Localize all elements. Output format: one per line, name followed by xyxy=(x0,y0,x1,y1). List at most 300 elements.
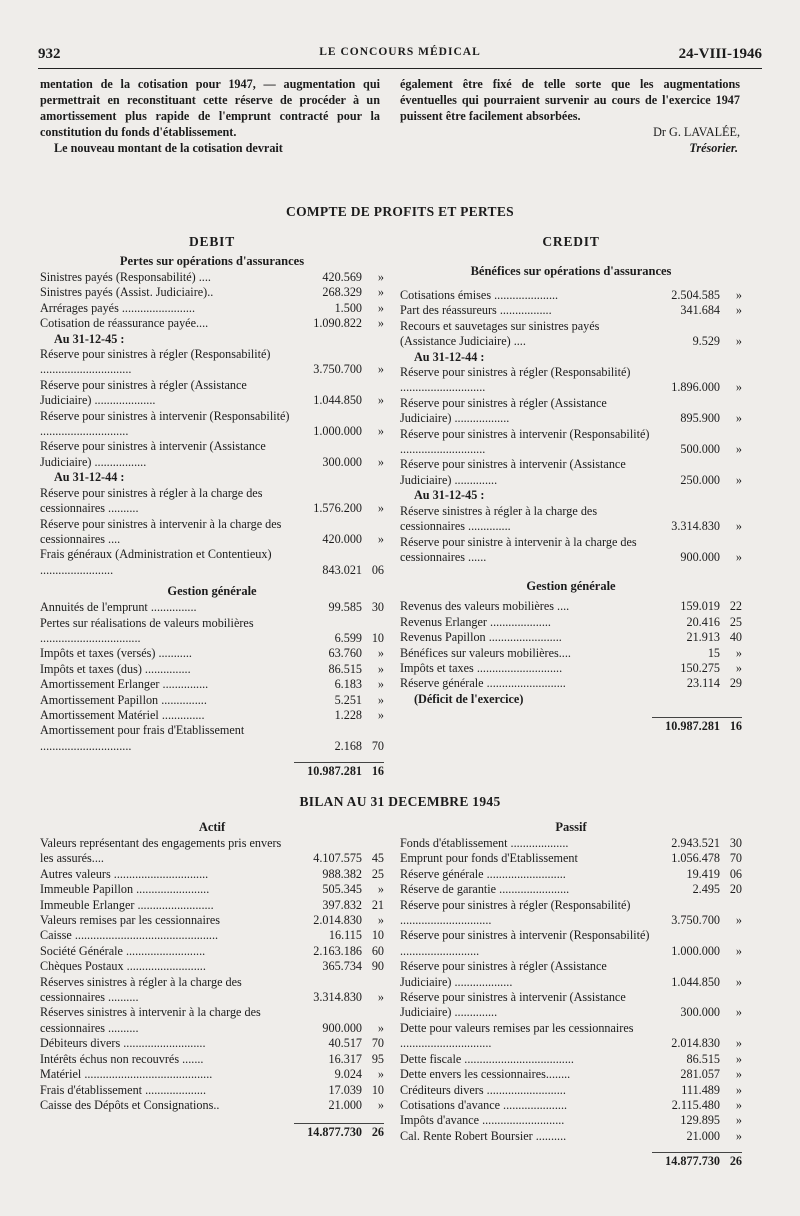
ledger-amount: 397.832 xyxy=(322,897,362,912)
ledger-row xyxy=(400,488,742,503)
ledger-amount: 21.000 xyxy=(328,1097,362,1112)
ledger-amount: 1.056.478 xyxy=(671,851,720,866)
actif-column xyxy=(40,818,384,1140)
ledger-label: Emprunt pour fonds d'Etablissement xyxy=(400,851,578,866)
ledger-row xyxy=(40,913,384,928)
ledger-cents: 70 xyxy=(371,738,384,753)
ledger-cents: » xyxy=(377,424,384,439)
ledger-amount: 16.115 xyxy=(328,928,362,943)
profit-loss-title: COMPTE DE PROFITS ET PERTES xyxy=(286,204,514,219)
ledger-cents: » xyxy=(377,531,384,546)
ledger-cents: » xyxy=(735,1113,742,1128)
ledger-amount: 1.228 xyxy=(334,707,362,722)
ledger-amount: 150.275 xyxy=(680,660,720,675)
ledger-cents: » xyxy=(735,288,742,302)
ledger-amount: 3.750.700 xyxy=(313,362,362,377)
ledger-label: Réserve générale .......................... xyxy=(400,866,566,881)
ledger-amount: 300.000 xyxy=(680,1005,720,1020)
actif-total: 14.877.730 26 xyxy=(307,1125,384,1140)
ledger-amount: 1.000.000 xyxy=(313,424,362,439)
ledger-amount: 2.014.830 xyxy=(671,1036,720,1051)
ledger-amount: 6.599 xyxy=(334,630,362,645)
ledger-cents: » xyxy=(377,661,384,676)
ledger-cents: » xyxy=(377,501,384,516)
ledger-label: Valeurs remises par les cessionnaires xyxy=(40,913,221,928)
ledger-row xyxy=(400,1098,742,1113)
ledger-amount: 843.021 xyxy=(322,562,362,577)
ledger-label: Réserve pour sinistres à régler (Assistance Judiciaire) .................. xyxy=(400,395,607,426)
ledger-amount: 365.734 xyxy=(322,959,362,974)
ledger-label: Débiteurs divers ........................... xyxy=(40,1036,206,1051)
ledger-cents: » xyxy=(377,913,384,928)
actif-heading: Actif xyxy=(198,820,226,834)
debit-rows xyxy=(40,270,384,578)
ledger-cents: » xyxy=(377,270,384,284)
ledger-cents: » xyxy=(735,472,742,487)
ledger-row xyxy=(40,944,384,959)
ledger-cents: 30 xyxy=(371,600,384,615)
ledger-row xyxy=(40,898,384,913)
ledger-row xyxy=(40,332,384,347)
ledger-amount: 900.000 xyxy=(322,1020,362,1035)
ledger-cents: » xyxy=(735,303,742,318)
signature-role: Trésorier. xyxy=(689,141,738,155)
credit-total: 10.987.281 16 xyxy=(665,719,742,734)
ledger-row xyxy=(40,439,384,470)
ledger-row xyxy=(400,692,742,707)
signature: Dr G. LAVALÉE, xyxy=(653,125,740,139)
ledger-row xyxy=(400,990,742,1021)
ledger-row xyxy=(40,270,384,285)
ledger-cents: » xyxy=(735,660,742,675)
ledger-cents: » xyxy=(735,1036,742,1051)
ledger-label: Au 31-12-45 : xyxy=(414,488,485,503)
page-number: 932 xyxy=(38,46,61,62)
ledger-amount: 20.416 xyxy=(686,614,720,629)
ledger-amount: 895.900 xyxy=(680,411,720,426)
ledger-row xyxy=(400,1129,742,1144)
ledger-row xyxy=(40,486,384,517)
ledger-label: Réserve pour sinistres à régler (Assistance Judiciaire) .................... xyxy=(40,377,247,408)
ledger-row xyxy=(40,882,384,897)
ledger-amount: 420.569 xyxy=(322,270,362,284)
ledger-row xyxy=(400,350,742,365)
ledger-amount: 1.500 xyxy=(334,300,362,315)
ledger-row xyxy=(400,504,742,535)
ledger-amount: 159.019 xyxy=(680,599,720,614)
credit-column xyxy=(400,234,742,734)
ledger-amount: 250.000 xyxy=(680,472,720,487)
ledger-row xyxy=(40,1083,384,1098)
ledger-label: Frais d'établissement .................... xyxy=(40,1082,207,1097)
ledger-row xyxy=(40,677,384,692)
ledger-label: Impôts et taxes (versés) ........... xyxy=(40,646,192,661)
ledger-amount: 111.489 xyxy=(681,1082,720,1097)
ledger-amount: 63.760 xyxy=(328,646,362,661)
ledger-label: Réserve pour sinistres à régler à la charge des cessionnaires .......... xyxy=(40,485,263,516)
ledger-label: Recours et sauvetages sur sinistres payés (Assistance Judiciaire) .... xyxy=(400,318,600,349)
ledger-amount: 9.529 xyxy=(692,334,720,349)
issue-date: 24-VIII-1946 xyxy=(678,46,762,62)
ledger-label: Réserve pour sinistres à régler (Assistance Judiciaire) ................... xyxy=(400,959,607,989)
ledger-cents: » xyxy=(735,1067,742,1082)
ledger-label: Sinistres payés (Responsabilité) .... xyxy=(40,270,211,284)
ledger-label: Réserve pour sinistres à régler (Responsabilité) ............................ xyxy=(400,365,631,395)
ledger-label: Réserve pour sinistres à intervenir (Responsabilité) ............................ xyxy=(400,426,650,457)
ledger-label: Réserve pour sinistres à régler (Responsabilité) .............................. xyxy=(40,347,271,377)
ledger-amount: 420.000 xyxy=(322,531,362,546)
intro-paragraph: Le nouveau montant de la cotisation devrait xyxy=(54,141,283,155)
ledger-cents: » xyxy=(377,393,384,408)
ledger-amount: 341.684 xyxy=(680,303,720,318)
ledger-cents: » xyxy=(377,1097,384,1112)
ledger-row xyxy=(40,301,384,316)
ledger-row xyxy=(400,661,742,676)
ledger-label: Impôts d'avance ........................... xyxy=(400,1113,565,1128)
ledger-label: Créditeurs divers .......................... xyxy=(400,1082,566,1097)
ledger-amount: 16.317 xyxy=(328,1051,362,1066)
ledger-label: Amortissement pour frais d'Etablissement .............................. xyxy=(40,723,245,753)
ledger-label: Réserve pour sinistres à intervenir à la charge des cessionnaires .... xyxy=(40,516,282,546)
ledger-amount: 1.896.000 xyxy=(671,380,720,395)
ledger-cents: » xyxy=(735,913,742,928)
ledger-row xyxy=(40,959,384,974)
ledger-row xyxy=(40,600,384,615)
ledger-cents: » xyxy=(735,1005,742,1020)
ledger-amount: 19.419 xyxy=(686,866,720,881)
debit-total: 10.987.281 16 xyxy=(307,764,384,779)
ledger-row xyxy=(400,457,742,488)
ledger-amount: 1.576.200 xyxy=(313,501,362,516)
ledger-amount: 4.107.575 xyxy=(313,851,362,866)
ledger-label: Arrérages payés ........................ xyxy=(40,300,196,315)
ledger-row xyxy=(400,928,742,959)
debit-subheading: Gestion générale xyxy=(167,584,257,599)
ledger-row xyxy=(40,1052,384,1067)
ledger-row xyxy=(400,1067,742,1082)
ledger-cents: » xyxy=(377,677,384,692)
credit-subheading: Bénéfices sur opérations d'assurances xyxy=(470,264,672,278)
ledger-cents: 10 xyxy=(371,630,384,645)
ledger-cents: » xyxy=(377,707,384,722)
ledger-cents: » xyxy=(377,646,384,661)
ledger-amount: 2.168 xyxy=(334,738,362,753)
ledger-amount: 9.024 xyxy=(334,1067,362,1082)
ledger-label: Immeuble Papillon ........................ xyxy=(40,882,210,897)
ledger-row xyxy=(40,1036,384,1051)
ledger-amount: 1.044.850 xyxy=(313,393,362,408)
ledger-cents: 20 xyxy=(729,882,742,897)
credit-subheading: Gestion générale xyxy=(526,579,616,594)
ledger-cents: 10 xyxy=(371,1082,384,1097)
ledger-amount: 21.000 xyxy=(686,1128,720,1143)
ledger-cents: 22 xyxy=(729,599,742,614)
ledger-row xyxy=(40,470,384,485)
ledger-cents: » xyxy=(377,362,384,377)
ledger-cents: » xyxy=(735,1051,742,1066)
ledger-label: Caisse des Dépôts et Consignations.. xyxy=(40,1097,220,1112)
ledger-cents: 70 xyxy=(729,851,742,866)
ledger-cents: » xyxy=(735,645,742,660)
passif-heading: Passif xyxy=(555,820,587,834)
ledger-row xyxy=(400,535,742,566)
ledger-cents: 21 xyxy=(371,897,384,912)
ledger-row xyxy=(400,288,742,303)
ledger-label: Réserve pour sinistres à régler (Responsabilité) .............................. xyxy=(400,897,631,928)
ledger-amount: 300.000 xyxy=(322,454,362,469)
ledger-row xyxy=(40,975,384,1006)
ledger-label: Sinistres payés (Assist. Judiciaire).. xyxy=(40,285,214,300)
ledger-row xyxy=(400,867,742,882)
ledger-row xyxy=(400,599,742,614)
ledger-cents: » xyxy=(735,943,742,958)
ledger-amount: 900.000 xyxy=(680,549,720,564)
ledger-label: Dette pour valeurs remises par les cessionnaires .............................. xyxy=(400,1020,634,1051)
ledger-cents: 90 xyxy=(371,959,384,974)
ledger-label: Réserve pour sinistre à intervenir à la charge des cessionnaires ...... xyxy=(400,534,637,564)
ledger-cents: 30 xyxy=(729,836,742,850)
ledger-row xyxy=(400,365,742,396)
ledger-cents: » xyxy=(377,1020,384,1035)
intro-left-column xyxy=(40,76,380,156)
ledger-row xyxy=(40,347,384,378)
ledger-row xyxy=(400,1021,742,1052)
ledger-cents: 29 xyxy=(729,676,742,691)
ledger-row xyxy=(40,409,384,440)
ledger-label: Réserve pour sinistres à intervenir (Assistance Judiciaire) .............. xyxy=(400,990,626,1020)
ledger-label: Amortissement Matériel .............. xyxy=(40,707,205,722)
credit-rows xyxy=(400,288,742,565)
ledger-cents: 60 xyxy=(371,943,384,958)
ledger-cents: 45 xyxy=(371,851,384,866)
ledger-amount: 86.515 xyxy=(328,661,362,676)
ledger-row xyxy=(40,378,384,409)
ledger-amount: 40.517 xyxy=(328,1036,362,1051)
ledger-cents: » xyxy=(735,1128,742,1143)
ledger-row xyxy=(400,882,742,897)
debit-column xyxy=(40,234,384,779)
page-header xyxy=(38,46,762,69)
ledger-cents: 95 xyxy=(371,1051,384,1066)
ledger-row xyxy=(400,396,742,427)
ledger-amount: 15 xyxy=(707,645,720,660)
ledger-label: Réserve pour sinistres à intervenir (Assistance Judiciaire) ................. xyxy=(40,439,266,469)
intro-right-column xyxy=(400,76,740,156)
ledger-cents: » xyxy=(735,442,742,457)
ledger-cents: » xyxy=(377,692,384,707)
ledger-label: Matériel .......................................... xyxy=(40,1067,213,1082)
ledger-cents: » xyxy=(735,1082,742,1097)
ledger-cents: » xyxy=(377,316,384,331)
passif-column xyxy=(400,818,742,1169)
ledger-label: Intérêts échus non recouvrés ....... xyxy=(40,1051,204,1066)
ledger-label: Amortissement Erlanger ............... xyxy=(40,677,209,692)
ledger-cents: 10 xyxy=(371,928,384,943)
ledger-amount: 281.057 xyxy=(680,1067,720,1082)
ledger-label: Cotisations d'avance ..................... xyxy=(400,1097,568,1112)
ledger-label: Pertes sur réalisations de valeurs mobilières ................................. xyxy=(40,615,254,645)
ledger-label: Réserve pour sinistres à intervenir (Responsabilité) ............................. xyxy=(40,408,290,439)
ledger-row xyxy=(400,427,742,458)
ledger-row xyxy=(40,867,384,882)
ledger-label: Dette envers les cessionnaires........ xyxy=(400,1067,571,1082)
ledger-amount: 505.345 xyxy=(322,882,362,897)
ledger-label: Cotisations émises ..................... xyxy=(400,288,559,302)
ledger-label: Valeurs représentant des engagements pris envers les assurés.... xyxy=(40,836,282,866)
credit-heading: CREDIT xyxy=(542,234,600,249)
ledger-cents: » xyxy=(735,519,742,534)
ledger-cents: » xyxy=(735,1097,742,1112)
ledger-cents: » xyxy=(735,549,742,564)
journal-title: LE CONCOURS MÉDICAL xyxy=(319,46,481,58)
ledger-row xyxy=(40,708,384,723)
ledger-cents: » xyxy=(377,454,384,469)
ledger-label: Réserve pour sinistres à intervenir (Responsabilité) .......................... xyxy=(400,928,650,958)
ledger-row xyxy=(40,662,384,677)
passif-total: 14.877.730 26 xyxy=(665,1154,742,1169)
ledger-amount: 2.943.521 xyxy=(671,836,720,850)
ledger-label: (Déficit de l'exercice) xyxy=(414,691,524,706)
ledger-cents: 25 xyxy=(729,614,742,629)
ledger-amount: 21.913 xyxy=(686,630,720,645)
ledger-row xyxy=(40,616,384,647)
intro-paragraph: également être fixé de telle sorte que les augmentations éventuelles qui pourraient survenir au cours de l'exercice 1947 puissent être facilement absorbées. xyxy=(400,77,740,123)
debit-heading: DEBIT xyxy=(188,234,236,249)
ledger-label: Au 31-12-44 : xyxy=(54,470,125,485)
ledger-amount: 17.039 xyxy=(328,1082,362,1097)
ledger-label: Caisse ............................................... xyxy=(40,928,219,943)
ledger-label: Réserves sinistres à intervenir à la charge des cessionnaires .......... xyxy=(40,1005,261,1035)
ledger-cents: » xyxy=(377,285,384,300)
ledger-label: Revenus Papillon ........................ xyxy=(400,630,562,645)
actif-rows xyxy=(40,836,384,1113)
ledger-label: Réserve sinistres à régler à la charge des cessionnaires .............. xyxy=(400,503,598,534)
ledger-cents: » xyxy=(377,882,384,897)
ledger-label: Revenus des valeurs mobilières .... xyxy=(400,599,570,614)
ledger-label: Fonds d'établissement ................... xyxy=(400,836,569,850)
ledger-amount: 2.115.480 xyxy=(671,1097,720,1112)
ledger-amount: 23.114 xyxy=(686,676,720,691)
ledger-amount: 2.495 xyxy=(692,882,720,897)
balance-sheet-title: BILAN AU 31 DECEMBRE 1945 xyxy=(299,794,501,809)
ledger-label: Part des réassureurs ................. xyxy=(400,303,552,318)
ledger-cents: 06 xyxy=(371,562,384,577)
intro-paragraph: mentation de la cotisation pour 1947, — augmentation qui permettrait en reconstituant cette réserve de procéder à un amortissement plus rapide de l'emprunt contracté pour la constitution du fonds d'établissement. xyxy=(40,77,380,139)
ledger-row xyxy=(400,630,742,645)
ledger-cents: » xyxy=(735,380,742,395)
ledger-row xyxy=(400,303,742,318)
ledger-row xyxy=(400,1113,742,1128)
ledger-cents: 70 xyxy=(371,1036,384,1051)
ledger-cents: » xyxy=(735,334,742,349)
ledger-row xyxy=(40,693,384,708)
ledger-amount: 86.515 xyxy=(686,1051,720,1066)
ledger-cents: 40 xyxy=(729,630,742,645)
ledger-row xyxy=(400,1083,742,1098)
ledger-row xyxy=(40,285,384,300)
ledger-row xyxy=(40,316,384,331)
ledger-row xyxy=(400,851,742,866)
ledger-amount: 1.000.000 xyxy=(671,943,720,958)
ledger-row xyxy=(400,615,742,630)
ledger-row xyxy=(40,928,384,943)
ledger-row xyxy=(40,1005,384,1036)
ledger-row xyxy=(40,646,384,661)
ledger-cents: » xyxy=(735,974,742,989)
ledger-label: Impôts et taxes (dus) ............... xyxy=(40,661,191,676)
credit-rows xyxy=(400,599,742,707)
ledger-amount: 2.504.585 xyxy=(671,288,720,302)
ledger-label: Chèques Postaux .......................... xyxy=(40,959,206,974)
ledger-amount: 1.044.850 xyxy=(671,974,720,989)
ledger-label: Frais généraux (Administration et Contentieux) ........................ xyxy=(40,547,272,577)
ledger-label: Réserve générale .......................... xyxy=(400,676,566,691)
ledger-row xyxy=(40,723,384,754)
ledger-amount: 5.251 xyxy=(334,692,362,707)
ledger-amount: 500.000 xyxy=(680,442,720,457)
ledger-label: Dette fiscale .................................... xyxy=(400,1051,574,1066)
ledger-label: Amortissement Papillon ............... xyxy=(40,692,207,707)
ledger-amount: 1.090.822 xyxy=(313,316,362,331)
ledger-row xyxy=(400,1052,742,1067)
ledger-cents: » xyxy=(377,300,384,315)
ledger-amount: 2.014.830 xyxy=(313,913,362,928)
ledger-cents: 25 xyxy=(371,866,384,881)
ledger-label: Cotisation de réassurance payée.... xyxy=(40,316,209,331)
ledger-row xyxy=(400,959,742,990)
ledger-cents: 06 xyxy=(729,866,742,881)
ledger-amount: 268.329 xyxy=(322,285,362,300)
ledger-row xyxy=(400,898,742,929)
ledger-label: Réserve de garantie ....................... xyxy=(400,882,570,897)
ledger-amount: 3.750.700 xyxy=(671,913,720,928)
ledger-row xyxy=(40,1067,384,1082)
ledger-label: Revenus Erlanger .................... xyxy=(400,614,551,629)
ledger-label: Au 31-12-45 : xyxy=(54,331,125,346)
ledger-amount: 3.314.830 xyxy=(671,519,720,534)
ledger-amount: 99.585 xyxy=(328,600,362,615)
debit-rows xyxy=(40,600,384,754)
ledger-label: Cal. Rente Robert Boursier .......... xyxy=(400,1128,567,1143)
ledger-amount: 129.895 xyxy=(680,1113,720,1128)
ledger-row xyxy=(400,319,742,350)
passif-rows xyxy=(400,836,742,1144)
ledger-row xyxy=(40,1098,384,1113)
ledger-label: Réserve pour sinistres à intervenir (Assistance Judiciaire) .............. xyxy=(400,457,626,487)
ledger-amount: 988.382 xyxy=(322,866,362,881)
ledger-row xyxy=(400,646,742,661)
ledger-amount: 2.163.186 xyxy=(313,943,362,958)
ledger-label: Impôts et taxes ............................ xyxy=(400,660,563,675)
ledger-amount: 3.314.830 xyxy=(313,990,362,1005)
ledger-label: Autres valeurs ............................... xyxy=(40,866,209,881)
ledger-row xyxy=(40,836,384,867)
ledger-cents: » xyxy=(735,411,742,426)
ledger-label: Annuités de l'emprunt ............... xyxy=(40,600,197,615)
ledger-label: Réserves sinistres à régler à la charge des cessionnaires .......... xyxy=(40,974,242,1005)
ledger-label: Société Générale .......................... xyxy=(40,943,206,958)
ledger-label: Immeuble Erlanger ......................... xyxy=(40,897,214,912)
ledger-row xyxy=(400,836,742,851)
ledger-row xyxy=(400,676,742,691)
ledger-row xyxy=(40,517,384,548)
ledger-row xyxy=(40,547,384,578)
ledger-cents: » xyxy=(377,1067,384,1082)
debit-subheading: Pertes sur opérations d'assurances xyxy=(119,254,305,268)
ledger-cents: » xyxy=(377,990,384,1005)
ledger-amount: 6.183 xyxy=(334,677,362,692)
ledger-label: Bénéfices sur valeurs mobilières.... xyxy=(400,645,571,660)
